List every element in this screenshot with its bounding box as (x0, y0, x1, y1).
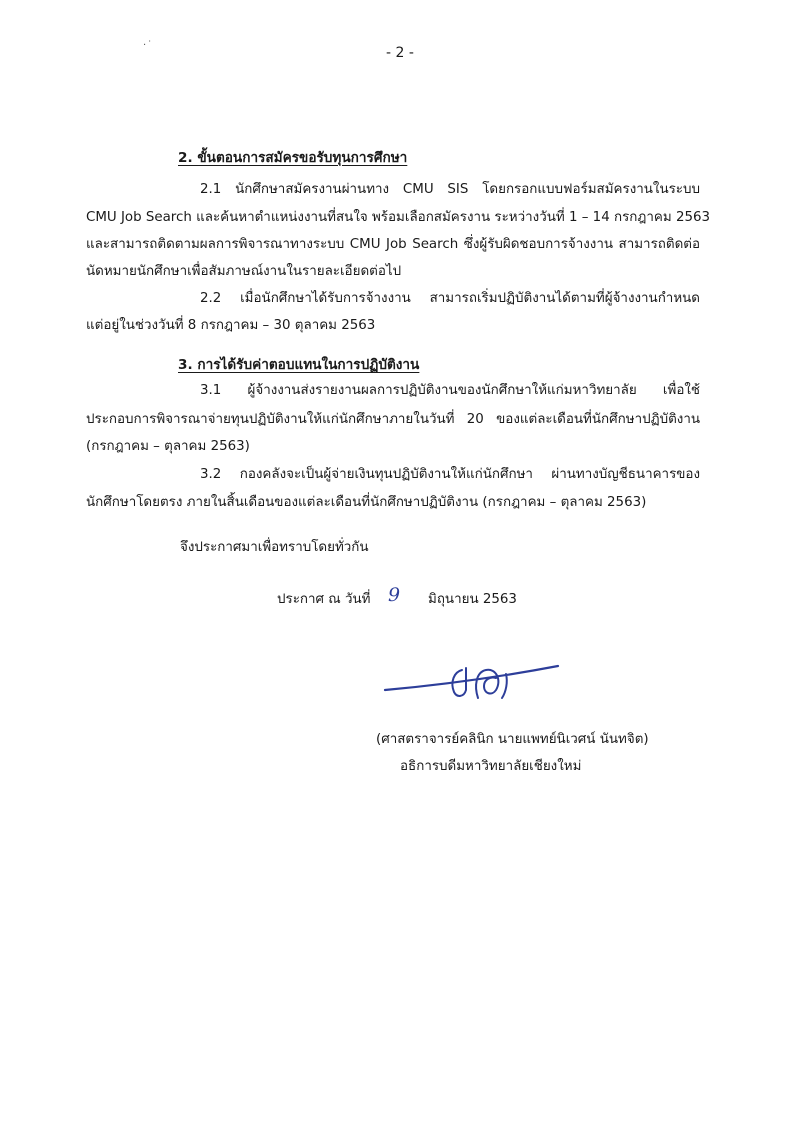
item-3-2-line-1: 3.2 กองคลังจะเป็นผู้จ่ายเงินทุนปฏิบัติงานให้แก่นักศึกษา ผ่านทางบัญชีธนาคารของ (200, 467, 700, 482)
signatory-title: อธิการบดีมหาวิทยาลัยเชียงใหม่ (400, 759, 582, 774)
item-3-2-line-2: นักศึกษาโดยตรง ภายในสิ้นเดือนของแต่ละเดือนที่นักศึกษาปฏิบัติงาน (กรกฎาคม – ตุลาคม 2563) (86, 495, 647, 510)
section-3-heading: 3. การได้รับค่าตอบแทนในการปฏิบัติงาน (178, 357, 420, 373)
handwritten-day: 9 (388, 584, 401, 606)
item-2-2-line-1: 2.2 เมื่อนักศึกษาได้รับการจ้างงาน สามารถเริ่มปฏิบัติงานได้ตามที่ผู้จ้างงานกำหนด (200, 291, 700, 306)
signature-image (380, 652, 570, 712)
item-3-1-line-2: ประกอบการพิจารณาจ่ายทุนปฏิบัติงานให้แก่นักศึกษาภายในวันที่ 20 ของแต่ละเดือนที่นักศึกษาปฏิบัติงาน (86, 412, 700, 427)
item-2-1-line-3: และสามารถติดตามผลการพิจารณาทางระบบ CMU Job Search ซึ่งผู้รับผิดชอบการจ้างงาน สามารถติดต่อ (86, 237, 700, 252)
signatory-name: (ศาสตราจารย์คลินิก นายแพทย์นิเวศน์ นันทจิต) (376, 732, 649, 747)
announcement-prefix: ประกาศ ณ วันที่ (277, 592, 371, 607)
item-3-1-line-3: (กรกฎาคม – ตุลาคม 2563) (86, 439, 250, 454)
item-2-1-line-2: CMU Job Search และค้นหาตำแหน่งงานที่สนใจ พร้อมเลือกสมัครงาน ระหว่างวันที่ 1 – 14 กรกฎาคม 2563 (86, 210, 711, 225)
page-number: - 2 - (386, 45, 414, 61)
item-2-1-line-4: นัดหมายนักศึกษาเพื่อสัมภาษณ์งานในรายละเอียดต่อไป (86, 264, 402, 279)
item-2-1-line-1: 2.1 นักศึกษาสมัครงานผ่านทาง CMU SIS โดยกรอกแบบฟอร์มสมัครงานในระบบ (200, 182, 700, 197)
section-2-heading: 2. ขั้นตอนการสมัครขอรับทุนการศึกษา (178, 150, 408, 166)
item-3-1-line-1: 3.1 ผู้จ้างงานส่งรายงานผลการปฏิบัติงานของนักศึกษาให้แก่มหาวิทยาลัย เพื่อใช้ (200, 383, 700, 398)
announcement-month-year: มิถุนายน 2563 (428, 592, 517, 607)
closing-statement: จึงประกาศมาเพื่อทราบโดยทั่วกัน (180, 540, 369, 555)
item-2-2-line-2: แต่อยู่ในช่วงวันที่ 8 กรกฎาคม – 30 ตุลาคม 2563 (86, 318, 376, 333)
scan-speck: ·˙ (143, 40, 154, 51)
